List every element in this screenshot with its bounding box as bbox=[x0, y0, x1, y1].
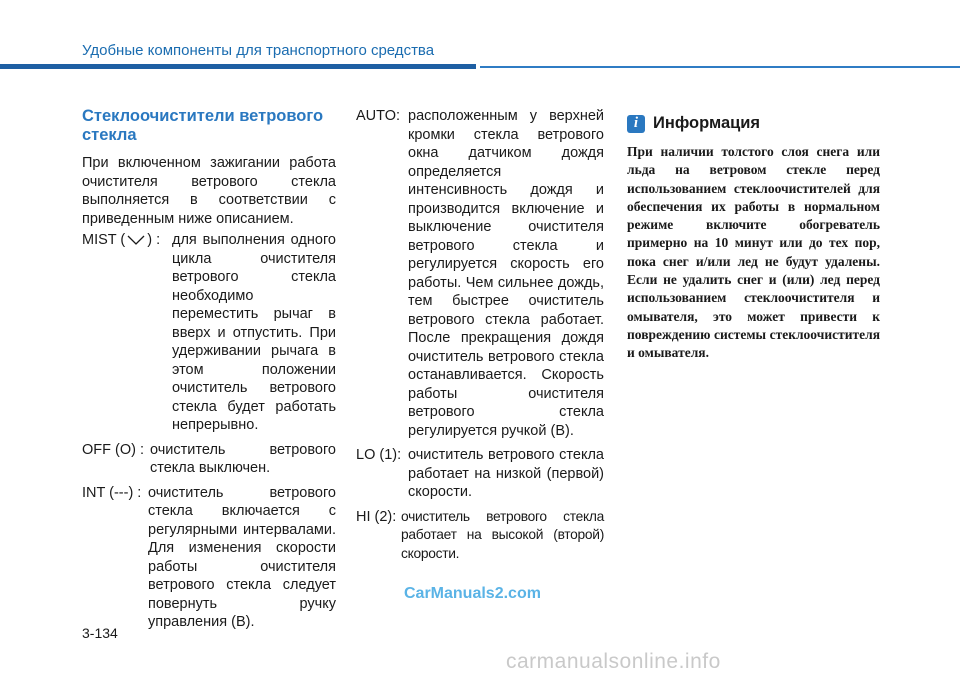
page-title: Стеклоочистители ветрового стекла bbox=[82, 107, 324, 144]
mode-key-int: INT (---) : bbox=[82, 484, 142, 501]
mode-key-off: OFF (O) : bbox=[82, 441, 145, 458]
info-text: При наличии толстого слоя снега или льда на ветровом стекле перед использованием стеклоочистителей для обеспечения их работы в нормальном режиме включите обогреватель примерно на 10 минут или до тех пор, пока снег и/или лед не будут удалены. Если не удалить снег и (или) лед перед использованием стеклоочистителя и омывателя, это может привести к повреждению системы стеклоочистителя и омывателя. bbox=[627, 144, 880, 361]
info-title: Информация bbox=[653, 114, 761, 132]
mode-text-lo: очиститель ветрового стекла работает на низкой (первой) скорости. bbox=[408, 447, 604, 500]
mode-text-hi: очиститель ветрового стекла работает на высокой (второй) скорости. bbox=[401, 508, 604, 561]
mode-entry-mist bbox=[82, 231, 336, 435]
mode-entry-off bbox=[82, 441, 336, 478]
header-rule-dark bbox=[0, 64, 476, 69]
mode-entry-int bbox=[82, 484, 336, 632]
wiper-modes-list bbox=[82, 231, 336, 632]
page-number: 3-134 bbox=[82, 625, 118, 641]
footer-watermark: carmanualsonline.info bbox=[506, 650, 721, 673]
info-icon: i bbox=[627, 115, 645, 133]
intro-paragraph: При включенном зажигании работа очистителя ветрового стекла выполняется в соответствии с приведенным ниже описанием. bbox=[82, 155, 336, 227]
header-rule-light bbox=[480, 66, 960, 68]
info-box bbox=[627, 114, 880, 363]
mode-text-int: очиститель ветрового стекла включается с регулярными интервалами. Для изменения скорости работы очистителя ветрового стекла следует повернуть ручку управления (B). bbox=[148, 484, 336, 630]
mode-key-auto: AUTO: bbox=[356, 108, 401, 124]
mode-entry-hi bbox=[356, 508, 604, 564]
info-header bbox=[627, 114, 880, 133]
mode-entry-auto bbox=[356, 107, 604, 440]
mode-key-hi: HI (2): bbox=[356, 508, 397, 525]
mode-entry-lo bbox=[356, 446, 604, 502]
section-header-title: Удобные компоненты для транспортного средства bbox=[82, 42, 435, 59]
middle-column bbox=[356, 107, 604, 563]
mode-key-mist: MIST ( ) : bbox=[82, 232, 161, 248]
left-column bbox=[82, 107, 336, 632]
mode-text-off: очиститель ветрового стекла выключен. bbox=[150, 441, 336, 476]
watermark-link[interactable]: CarManuals2.com bbox=[404, 585, 541, 602]
mode-key-lo: LO (1): bbox=[356, 447, 402, 463]
chevron-down-icon bbox=[125, 234, 147, 246]
mode-text-mist: для выполнения одного цикла очистителя ветрового стекла необходимо переместить рычаг в вверх и отпустить. При удерживании рычага в этом положении очиститель ветрового стекла будет работать непрерывно. bbox=[172, 232, 336, 433]
mode-text-auto: расположенным у верхней кромки стекла ветрового окна датчиком дождя определяется интенсивность дождя и производится включение и выключение очистителя ветрового стекла и регулируется скорость его работы. Чем сильнее дождь, тем быстрее очиститель ветрового стекла работает. После прекращения дождя очиститель ветрового стекла останавливается. Скорость работы очистителя ветрового стекла регулируется ручкой (B). bbox=[408, 108, 604, 439]
